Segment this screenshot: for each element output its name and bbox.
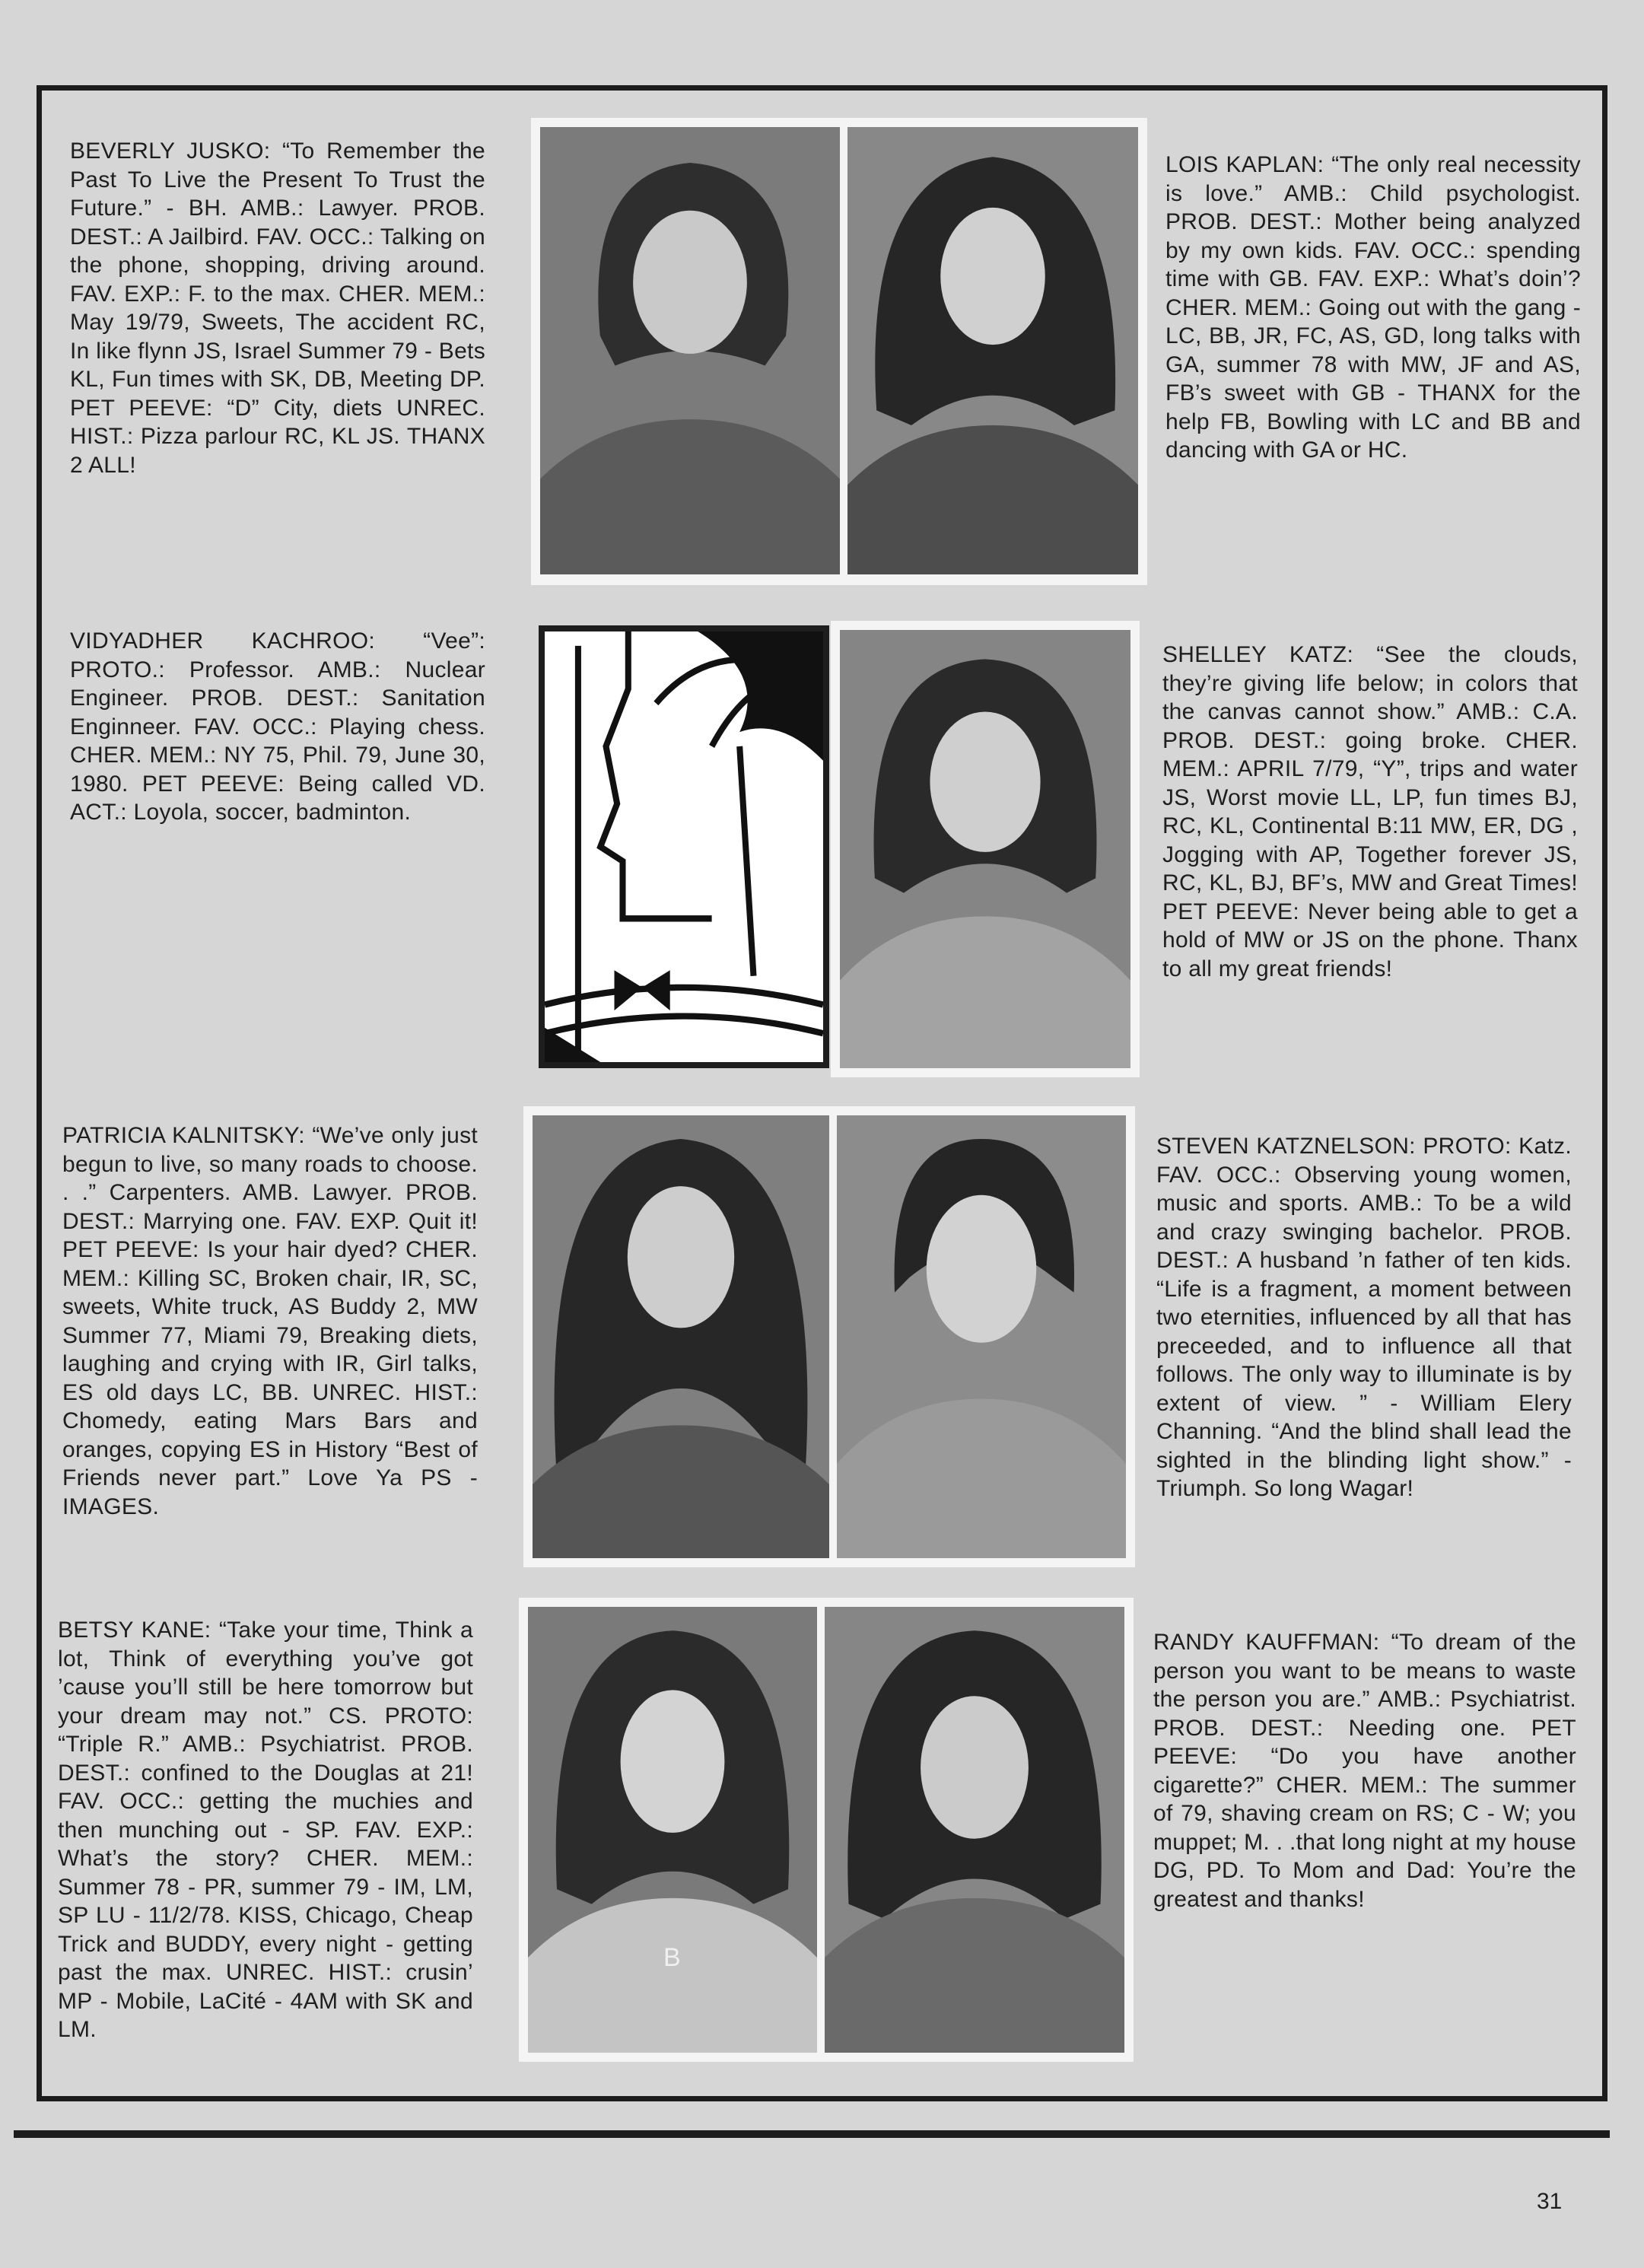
bio-lois-kaplan: LOIS KAPLAN: “The only real necessity is love.” AMB.: Child psychologist. PROB. DEST.: Mother being analyzed by my own kids. FAV. OCC.: spending time with GB. FAV. EXP.: What’s doin’? CHER. MEM.: Going out with the gang - LC, BB, JR, FC, AS, GD, long talks with GA, summer 78 with MW, JF and AS, FB’s sweet with GB - THANX for the help FB, Bowling with LC and BB and dancing with GA or HC. (1165, 152, 1581, 463)
bottom-rule (14, 2130, 1610, 2138)
bio-betsy-kane: BETSY KANE: “Take your time, Think a lot, Think of everything you’ve got ’cause you’ll still be here tomorrow but your dream may not.” CS. PROTO: “Triple R.” AMB.: Psychiatrist. PROB. DEST.: confined to the Douglas at 21! FAV. OCC.: getting the muchies and then munching out - SP. FAV. EXP.: What’s the story? CHER. MEM.: Summer 78 - PR, summer 79 - IM, LM, SP LU - 11/2/78. KISS, Chicago, Cheap Trick and BUDDY, every night - getting past the max. UNREC. HIST.: crusin’ MP - Mobile, LaCité - 4AM with SK and LM. (58, 1618, 473, 2042)
portrait-shelley-katz (840, 630, 1130, 1068)
portrait-randy-kauffman (825, 1607, 1124, 2053)
bio-vidyadher-kachroo: VIDYADHER KACHROO: “Vee”: PROTO.: Professor. AMB.: Nuclear Engineer. PROB. DEST.: Sanitation Enginneer. FAV. OCC.: Playing chess. CHER. MEM.: NY 75, Phil. 79, June 30, 1980. PET PEEVE: Being called VD. ACT.: Loyola, soccer, badminton. (70, 628, 485, 825)
page-number: 31 (1537, 2189, 1563, 2214)
photo-group-row-3 (523, 1106, 1135, 1567)
photo-group-row-2 (831, 621, 1140, 1077)
bio-shelley-katz: SHELLEY KATZ: “See the clouds, they’re giving life below; in colors that the canvas cannot show.” AMB.: C.A. PROB. DEST.: going broke. CHER. MEM.: APRIL 7/79, “Y”, trips and water JS, Worst movie LL, LP, fun times BJ, RC, KL, Continental B:11 MW, ER, DG , Jogging with AP, Together forever JS, RC, KL, BJ, BF’s, MW and Great Times! PET PEEVE: Never being able to get a hold of MW or JS on the phone. Thanx to all my great friends! (1162, 642, 1578, 981)
photo-group-row-1 (531, 118, 1147, 585)
portrait-steven-katznelson (837, 1115, 1126, 1558)
photo-group-row-4 (519, 1598, 1134, 2062)
bio-steven-katznelson: STEVEN KATZNELSON: PROTO: Katz. FAV. OCC.: Observing young women, music and sports. AMB.: To be a wild and crazy swinging bachelor. PROB. DEST.: A husband ’n father of ten kids. “Life is a fragment, a moment between two eternities, influenced by all that has preceeded, and to influence all that follows. The only way to illuminate is by extent of view. ” - William Elery Channing. “And the blind shall lead the sighted in the blinding light show.” - Triumph. So long Wagar! (1156, 1134, 1572, 1501)
portrait-betsy-kane (528, 1607, 817, 2053)
portrait-beverly-jusko (540, 127, 840, 574)
shirt-letter: B (663, 1943, 681, 1972)
artwork-vidyadher-kachroo (539, 625, 829, 1068)
bio-randy-kauffman: RANDY KAUFFMAN: “To dream of the person you want to be means to waste the person you are.” AMB.: Psychiatrist. PROB. DEST.: Needing one. PET PEEVE: “Do you have another cigarette?” CHER. MEM.: The summer of 79, shaving cream on RS; C - W; you muppet; M. . .that long night at my house DG, PD. To Mom and Dad: You’re the greatest and thanks! (1153, 1630, 1576, 1912)
bio-beverly-jusko: BEVERLY JUSKO: “To Remember the Past To Live the Present To Trust the Future.” - BH. AMB.: Lawyer. PROB. DEST.: A Jailbird. FAV. OCC.: Talking on the phone, shopping, driving around. FAV. EXP.: F. to the max. CHER. MEM.: May 19/79, Sweets, The accident RC, In like flynn JS, Israel Summer 79 - Bets KL, Fun times with SK, DB, Meeting DP. PET PEEVE: “D” City, diets UNREC. HIST.: Pizza parlour RC, KL JS. THANX 2 ALL! (70, 138, 485, 478)
bio-patricia-kalnitsky: PATRICIA KALNITSKY: “We’ve only just begun to live, so many roads to choose. . .” Carpenters. AMB. Lawyer. PROB. DEST.: Marrying one. FAV. EXP. Quit it! PET PEEVE: Is your hair dyed? CHER. MEM.: Killing SC, Broken chair, IR, SC, sweets, White truck, AS Buddy 2, MW Summer 77, Miami 79, Breaking diets, laughing and crying with IR, Girl talks, ES old days LC, BB. UNREC. HIST.: Chomedy, eating Mars Bars and oranges, copying ES in History “Best of Friends never part.” Love Ya PS - IMAGES. (62, 1123, 478, 1519)
portrait-patricia-kalnitsky (533, 1115, 829, 1558)
portrait-lois-kaplan (847, 127, 1138, 574)
